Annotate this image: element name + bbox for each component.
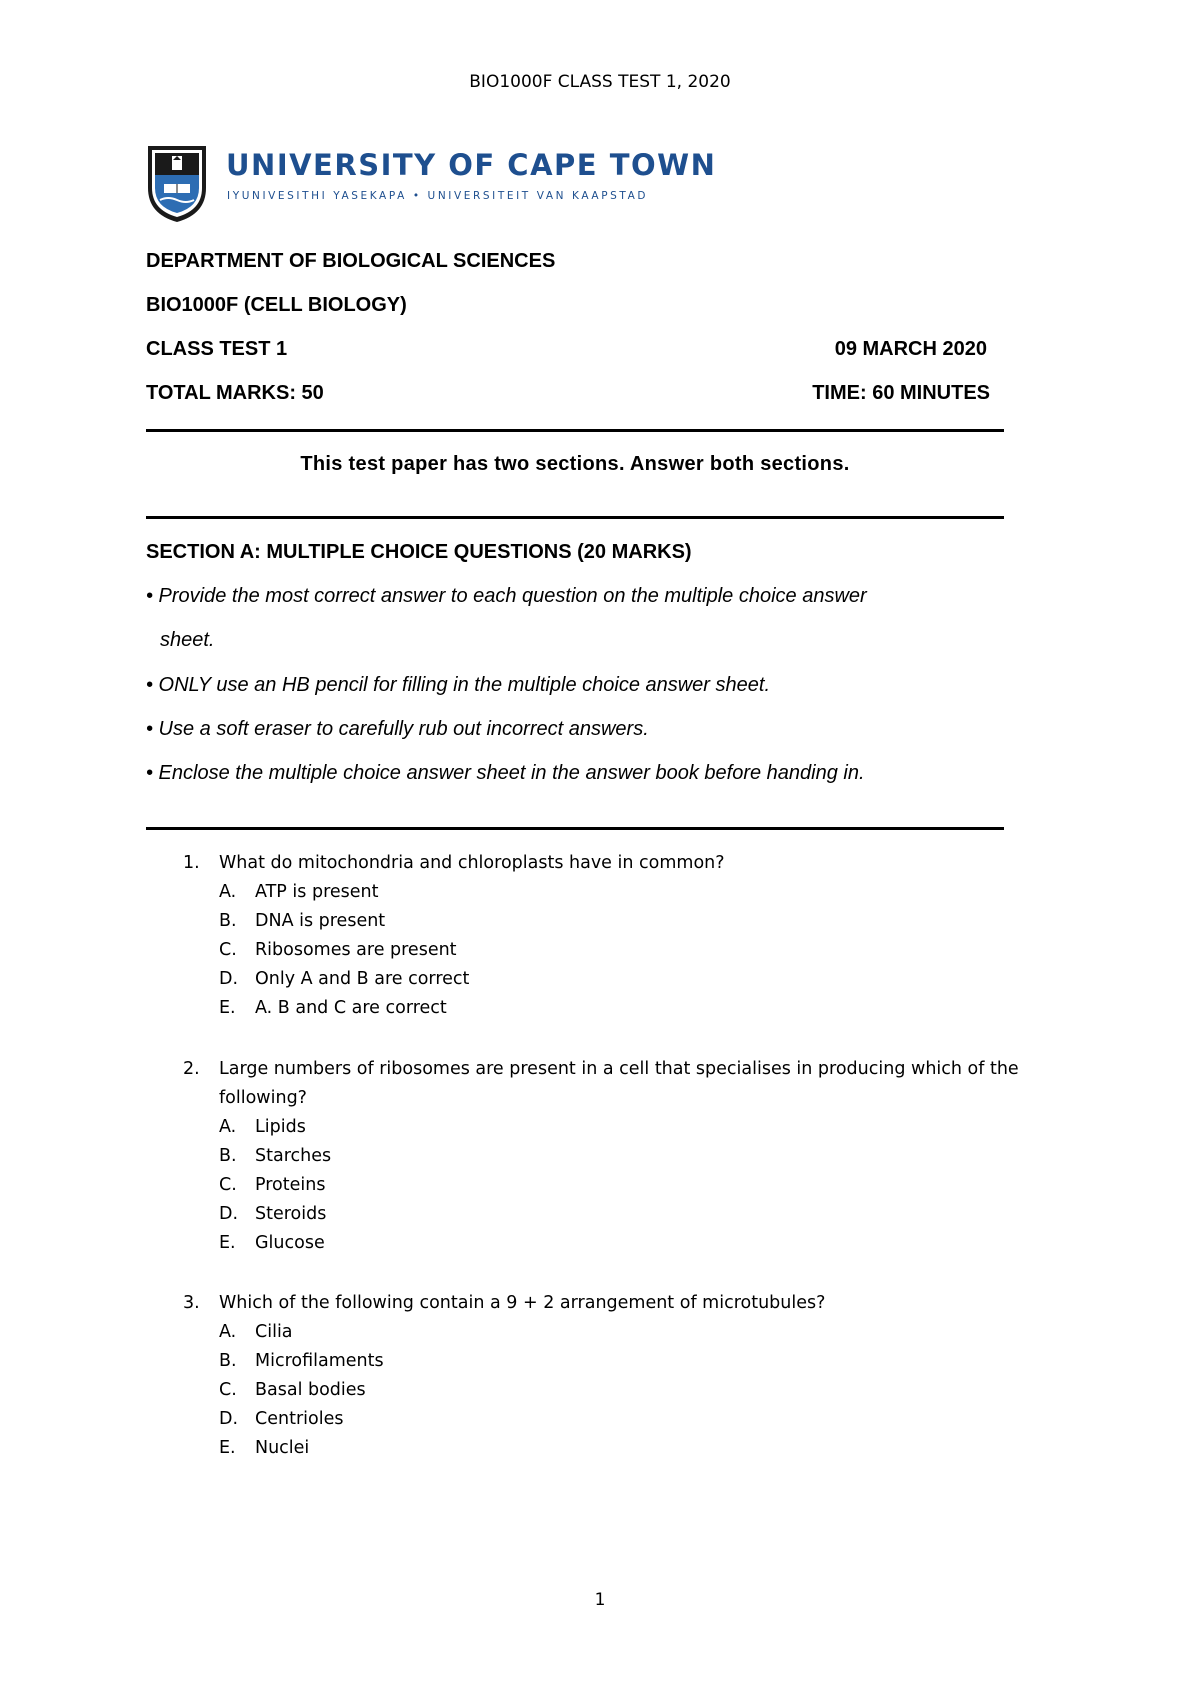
option-letter: B. (219, 1146, 237, 1166)
test-title: CLASS TEST 1 (146, 338, 288, 360)
option-letter: E. (219, 1438, 236, 1458)
divider-rule (146, 516, 1004, 519)
running-header: BIO1000F CLASS TEST 1, 2020 (469, 72, 731, 92)
university-crest-icon (146, 144, 208, 224)
divider-rule (146, 429, 1004, 432)
answer-option (183, 1200, 1063, 1229)
option-text: Only A and B are correct (255, 969, 470, 989)
option-letter: D. (219, 1409, 239, 1429)
option-letter: C. (219, 940, 237, 960)
university-logo (146, 144, 717, 224)
question-2 (183, 1055, 1063, 1258)
answer-option (183, 907, 1063, 936)
option-text: Nuclei (255, 1438, 310, 1458)
university-subtitle: IYUNIVESITHI YASEKAPA • UNIVERSITEIT VAN KAAPSTAD (227, 190, 649, 202)
page-number: 1 (594, 1590, 606, 1610)
university-name: UNIVERSITY OF CAPE TOWN (226, 148, 717, 182)
test-time: TIME: 60 MINUTES (812, 382, 990, 404)
total-marks: TOTAL MARKS: 50 (146, 382, 324, 404)
sections-note: This test paper has two sections. Answer both sections. (300, 453, 850, 475)
option-text: Glucose (255, 1233, 325, 1253)
option-letter: A. (219, 1117, 237, 1137)
question-text: Large numbers of ribosomes are present in a cell that specialises in producing which of the following? (219, 1059, 1019, 1108)
answer-option (183, 1113, 1063, 1142)
option-text: Ribosomes are present (255, 940, 457, 960)
answer-option (183, 1405, 1063, 1434)
option-letter: B. (219, 1351, 237, 1371)
answer-option (183, 1318, 1063, 1347)
answer-option (183, 1347, 1063, 1376)
option-text: A. B and C are correct (255, 998, 447, 1018)
option-text: Cilia (255, 1322, 293, 1342)
department-title: DEPARTMENT OF BIOLOGICAL SCIENCES (146, 250, 556, 272)
option-letter: E. (219, 998, 236, 1018)
section-a-title: SECTION A: MULTIPLE CHOICE QUESTIONS (20 MARKS) (146, 541, 692, 563)
option-letter: E. (219, 1233, 236, 1253)
question-3 (183, 1289, 1063, 1463)
option-text: Starches (255, 1146, 332, 1166)
course-title: BIO1000F (CELL BIOLOGY) (146, 294, 407, 316)
option-text: ATP is present (255, 882, 379, 902)
question-1 (183, 849, 1063, 1023)
option-text: DNA is present (255, 911, 386, 931)
option-text: Centrioles (255, 1409, 344, 1429)
instruction-item: • ONLY use an HB pencil for filling in the multiple choice answer sheet. (146, 674, 771, 696)
question-text: Which of the following contain a 9 + 2 arrangement of microtubules? (219, 1293, 826, 1313)
option-letter: A. (219, 882, 237, 902)
option-text: Lipids (255, 1117, 306, 1137)
answer-option (183, 1229, 1063, 1258)
instruction-item: • Enclose the multiple choice answer sheet in the answer book before handing in. (146, 762, 865, 784)
answer-option (183, 1376, 1063, 1405)
question-number: 2. (183, 1059, 200, 1079)
question-text: What do mitochondria and chloroplasts have in common? (219, 853, 725, 873)
answer-option (183, 1434, 1063, 1463)
answer-option (183, 965, 1063, 994)
instruction-item: • Use a soft eraser to carefully rub out incorrect answers. (146, 718, 649, 740)
question-number: 3. (183, 1293, 200, 1313)
option-text: Proteins (255, 1175, 326, 1195)
answer-option (183, 878, 1063, 907)
option-letter: B. (219, 911, 237, 931)
option-letter: D. (219, 1204, 239, 1224)
option-text: Steroids (255, 1204, 327, 1224)
answer-option (183, 994, 1063, 1023)
answer-option (183, 936, 1063, 965)
option-letter: C. (219, 1175, 237, 1195)
answer-option (183, 1142, 1063, 1171)
option-text: Basal bodies (255, 1380, 366, 1400)
answer-option (183, 1171, 1063, 1200)
option-letter: A. (219, 1322, 237, 1342)
option-letter: D. (219, 969, 239, 989)
divider-rule (146, 827, 1004, 830)
option-text: Microfilaments (255, 1351, 384, 1371)
question-number: 1. (183, 853, 200, 873)
instruction-item: sheet. (160, 629, 215, 651)
test-date: 09 MARCH 2020 (834, 338, 987, 360)
instruction-item: • Provide the most correct answer to each question on the multiple choice answer (146, 585, 867, 607)
option-letter: C. (219, 1380, 237, 1400)
